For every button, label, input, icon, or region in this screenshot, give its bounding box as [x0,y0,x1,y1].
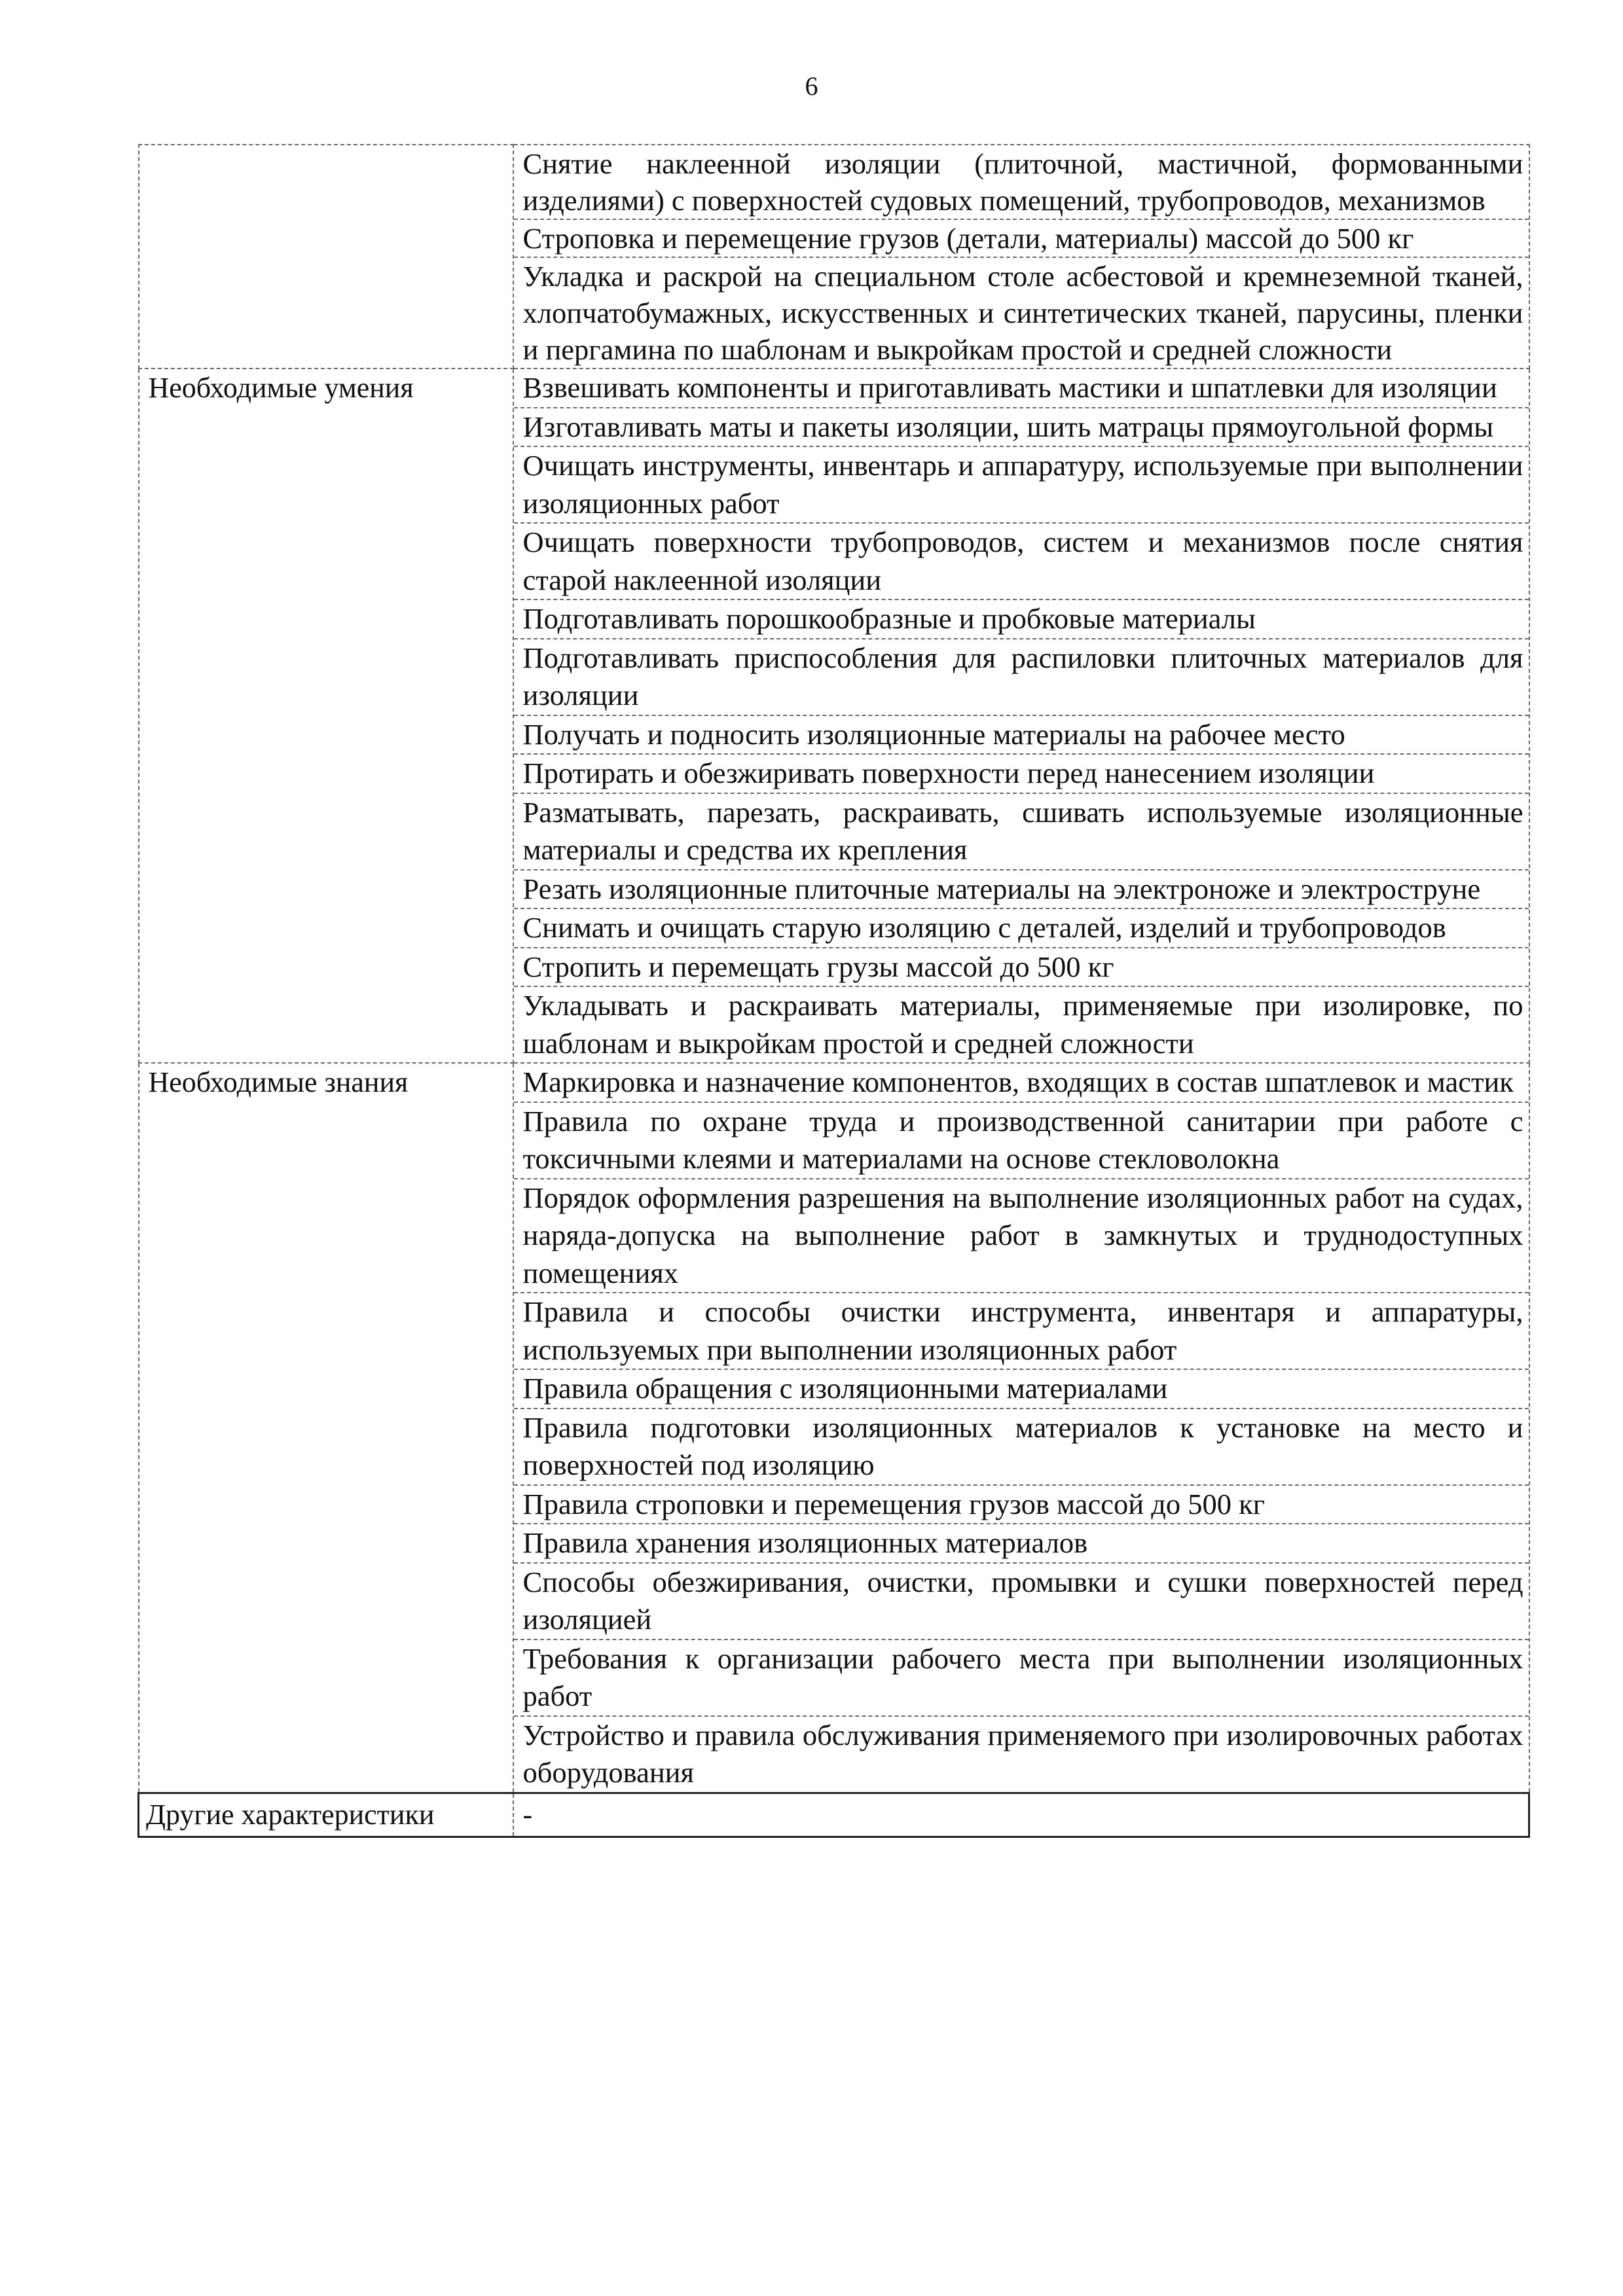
skills-label: Необходимые умения [139,368,513,1063]
list-item: Маркировка и назначение компонентов, входящих в состав шпатлевок и мастик [514,1064,1529,1103]
work-actions-list [513,145,1529,368]
list-item: Укладывать и раскраивать материалы, применяемые при изолировке, по шаблонам и выкройкам простой и средней сложности [522,989,1523,1060]
skills-list [513,368,1529,1063]
list-item: Протирать и обезжиривать поверхности перед нанесением изоляции [514,755,1529,794]
knowledge-list [513,1063,1529,1793]
list-item: Требования к организации рабочего места при выполнении изоляционных работ [514,1640,1529,1717]
list-item: Способы обезжиривания, очистки, промывки и сушки поверхностей перед изоляцией [514,1564,1529,1640]
knowledge-label: Необходимые знания [139,1063,513,1793]
list-item: Правила по охране труда и производственной санитарии при работе с токсичными клеями и материалами на основе стекловолокна [514,1103,1529,1179]
list-item: Правила строповки и перемещения грузов массой до 500 кг [514,1486,1529,1525]
list-item: Правила подготовки изоляционных материалов к установке на место и поверхностей под изоляцию [514,1409,1529,1486]
work-actions-label [139,145,513,368]
page-number: 6 [805,71,818,101]
list-item: Резать изоляционные плиточные материалы на электроноже и электроструне [514,870,1529,910]
list-item: Стропить и перемещать грузы массой до 500 кг [514,948,1529,988]
competency-table [137,144,1530,1838]
other-characteristics-row [139,1793,1529,1837]
list-item: Разматывать, парезать, раскраивать, сшивать используемые изоляционные материалы и средства их крепления [514,794,1529,870]
list-item: Снимать и очищать старую изоляцию с деталей, изделий и трубопроводов [514,909,1529,948]
list-item: Взвешивать компоненты и приготавливать мастики и шпатлевки для изоляции [514,369,1529,408]
list-item: Правила обращения с изоляционными материалами [514,1370,1529,1409]
list-item: Подготавливать приспособления для распиловки плиточных материалов для изоляции [514,639,1529,716]
list-item: Подготавливать порошкообразные и пробковые материалы [514,600,1529,639]
list-item: Получать и подносить изоляционные материалы на рабочее место [514,716,1529,755]
list-item: Правила и способы очистки инструмента, инвентаря и аппаратуры, используемых при выполнении изоляционных работ [514,1293,1529,1370]
knowledge-row [139,1063,1529,1793]
list-item: Очищать поверхности трубопроводов, систем и механизмов после снятия старой наклеенной изоляции [514,524,1529,600]
list-item: Правила хранения изоляционных материалов [514,1524,1529,1564]
list-item: Укладка и раскрой на специальном столе асбестовой и кремнеземной тканей, хлопчатобумажных, искусственных и синтетических тканей, парусины, пленки и пергамина по шаблонам и выкройкам простой и средней сложности [522,260,1523,366]
work-actions-row [139,145,1529,368]
list-item: Очищать инструменты, инвентарь и аппаратуру, используемые при выполнении изоляционных работ [514,447,1529,524]
other-characteristics-value: - [513,1793,1529,1837]
skills-row [139,368,1529,1063]
list-item: Изготавливать маты и пакеты изоляции, шить матрацы прямоугольной формы [514,408,1529,448]
list-item: Строповка и перемещение грузов (детали, материалы) массой до 500 кг [514,220,1529,258]
list-item: Снятие наклеенной изоляции (плиточной, мастичной, формованными изделиями) с поверхностей судовых помещений, трубопроводов, механизмов [514,145,1529,220]
list-item: Устройство и правила обслуживания применяемого при изолировочных работах оборудования [522,1718,1523,1789]
list-item: Порядок оформления разрешения на выполнение изоляционных работ на судах, наряда-допуска на выполнение работ в замкнутых и труднодоступных помещениях [514,1179,1529,1294]
other-characteristics-label: Другие характеристики [139,1793,513,1837]
